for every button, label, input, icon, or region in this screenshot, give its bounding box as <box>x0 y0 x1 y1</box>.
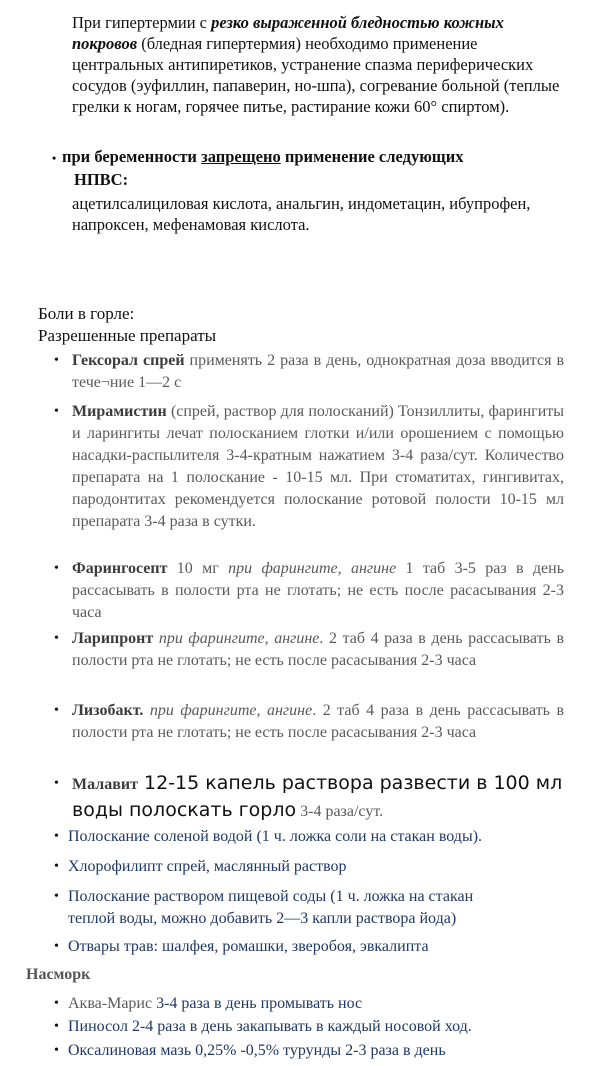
runny-nose-title: Насморк <box>26 966 91 983</box>
item-text: Аква-Марис <box>68 995 157 1012</box>
bullet-icon: • <box>54 404 59 419</box>
bullet-icon: • <box>54 776 59 791</box>
bullet-icon: • <box>54 1043 59 1058</box>
item-text-tail: 3-4 раза в день промывать нос <box>156 995 363 1012</box>
drug-name: Лизобакт. <box>72 702 144 719</box>
item-text: Хлорофилипт спрей, маслянный раствор <box>68 858 347 875</box>
bullet-icon: • <box>54 561 59 576</box>
hyperthermia-paragraph <box>72 12 572 117</box>
list-item <box>54 1016 564 1038</box>
pregnancy-warning <box>52 146 572 190</box>
drug-indication: при фарингите, ангине <box>149 702 313 719</box>
drug-name: Мирамистин <box>72 403 167 420</box>
item-text: Полоскание соленой водой (1 ч. ложка соли на стакан воды). <box>68 828 483 845</box>
warning-text-a: при беременности <box>62 147 202 166</box>
drug-name: Фарингосепт <box>72 560 168 577</box>
bullet-icon: • <box>54 996 59 1011</box>
drug-frequency: 3-4 раза/сут. <box>296 803 384 820</box>
drug-text: применять 2 раза в день, однократная доза вводится в тече¬ние 1—2 с <box>72 352 565 391</box>
bullet-icon: • <box>54 939 59 954</box>
bullet-icon: • <box>54 703 59 718</box>
drug-indication: при фарингите, ангине <box>158 630 320 647</box>
list-item <box>54 401 564 533</box>
nsaid-list: ацетилсалициловая кислота, анальгин, индометацин, ибупрофен, напроксен, мефенамовая кислота. <box>72 194 531 234</box>
bullet-icon: • <box>52 150 57 165</box>
para1-rest: (бледная гипертермия) необходимо применение центральных антипиретиков, устранение спазма периферических сосудов (эуфиллин, папаверин, но-шпа), согревание больной (теплые грелки к ногам, горячее питье, растирание кожи 60° спиртом). <box>72 34 560 116</box>
list-item <box>54 628 564 672</box>
drug-indication: при фарингите, ангине <box>228 560 397 577</box>
bullet-icon: • <box>54 889 59 904</box>
bullet-icon: • <box>54 631 59 646</box>
drug-text: 1 таб 3-5 раз в день рассасывать в полости рта не глотать; не есть после расасывания 2-3 часа <box>72 560 565 621</box>
list-item <box>54 700 564 744</box>
list-item <box>54 770 564 824</box>
list-item <box>54 886 564 930</box>
drug-name: Малавит <box>72 776 138 793</box>
drug-text: . 2 таб 4 раза в день рассасывать в полости рта не глотать; не есть после расасывания 2-3 часа <box>72 630 565 669</box>
list-item <box>54 936 564 958</box>
drug-dose: 10 мг <box>167 560 229 577</box>
bullet-icon: • <box>54 859 59 874</box>
item-text: Пиносол 2-4 раза в день закапывать в каждый носовой ход. <box>68 1018 472 1035</box>
list-item <box>54 826 564 848</box>
warning-text-c: применение следующих <box>280 147 464 166</box>
list-item <box>54 350 564 394</box>
warning-nsaid: НПВС: <box>74 169 129 189</box>
list-item <box>54 993 564 1015</box>
drug-name: Гексорал спрей <box>72 352 185 369</box>
list-item <box>54 1040 564 1062</box>
drug-name: Ларипронт <box>72 630 154 647</box>
para1-emphasis: резко выраженной бледностью кожных покровов <box>72 13 504 53</box>
throat-subtitle: Разрешенные препараты <box>38 326 217 345</box>
bullet-icon: • <box>54 829 59 844</box>
throat-title: Боли в горле: <box>38 304 135 323</box>
bullet-icon: • <box>54 353 59 368</box>
item-text: Полоскание раствором пищевой соды (1 ч. ложка на стакан теплой воды, можно добавить 2—3 капли раствора йода) <box>68 888 474 927</box>
para1-prefix: При гипертермии с <box>72 13 212 32</box>
warning-forbidden: запрещено <box>201 147 281 166</box>
drug-text: 12-15 капель раствора развести в 100 мл воды полоскать горло <box>72 772 563 821</box>
list-item <box>54 558 564 624</box>
item-text: Оксалиновая мазь 0,25% -0,5% турунды 2-3 раза в день <box>68 1042 446 1059</box>
drug-text: . 2 таб 4 раза в день рассасывать в полости рта не глотать; не есть после расасывания 2-3 часа <box>72 702 564 741</box>
list-item <box>54 856 564 878</box>
item-text: Отвары трав: шалфея, ромашки, зверобоя, эвкалипта <box>68 938 429 955</box>
drug-text: (спрей, раствор для полосканий) Тонзиллиты, фарингиты и ларингиты лечат полосканием глотки и/или орошением с помощью насадки-распылителя 3-4-кратным нажатием 3-4 раза/сут. Количество препарата на 1 полоскание - 10-15 мл. При стоматитах, гингивитах, пародонтитах рекомендуется полоскание ротовой полости 10-15 мл препарата 3-4 раза в сутки. <box>72 403 564 530</box>
bullet-icon: • <box>54 1019 59 1034</box>
